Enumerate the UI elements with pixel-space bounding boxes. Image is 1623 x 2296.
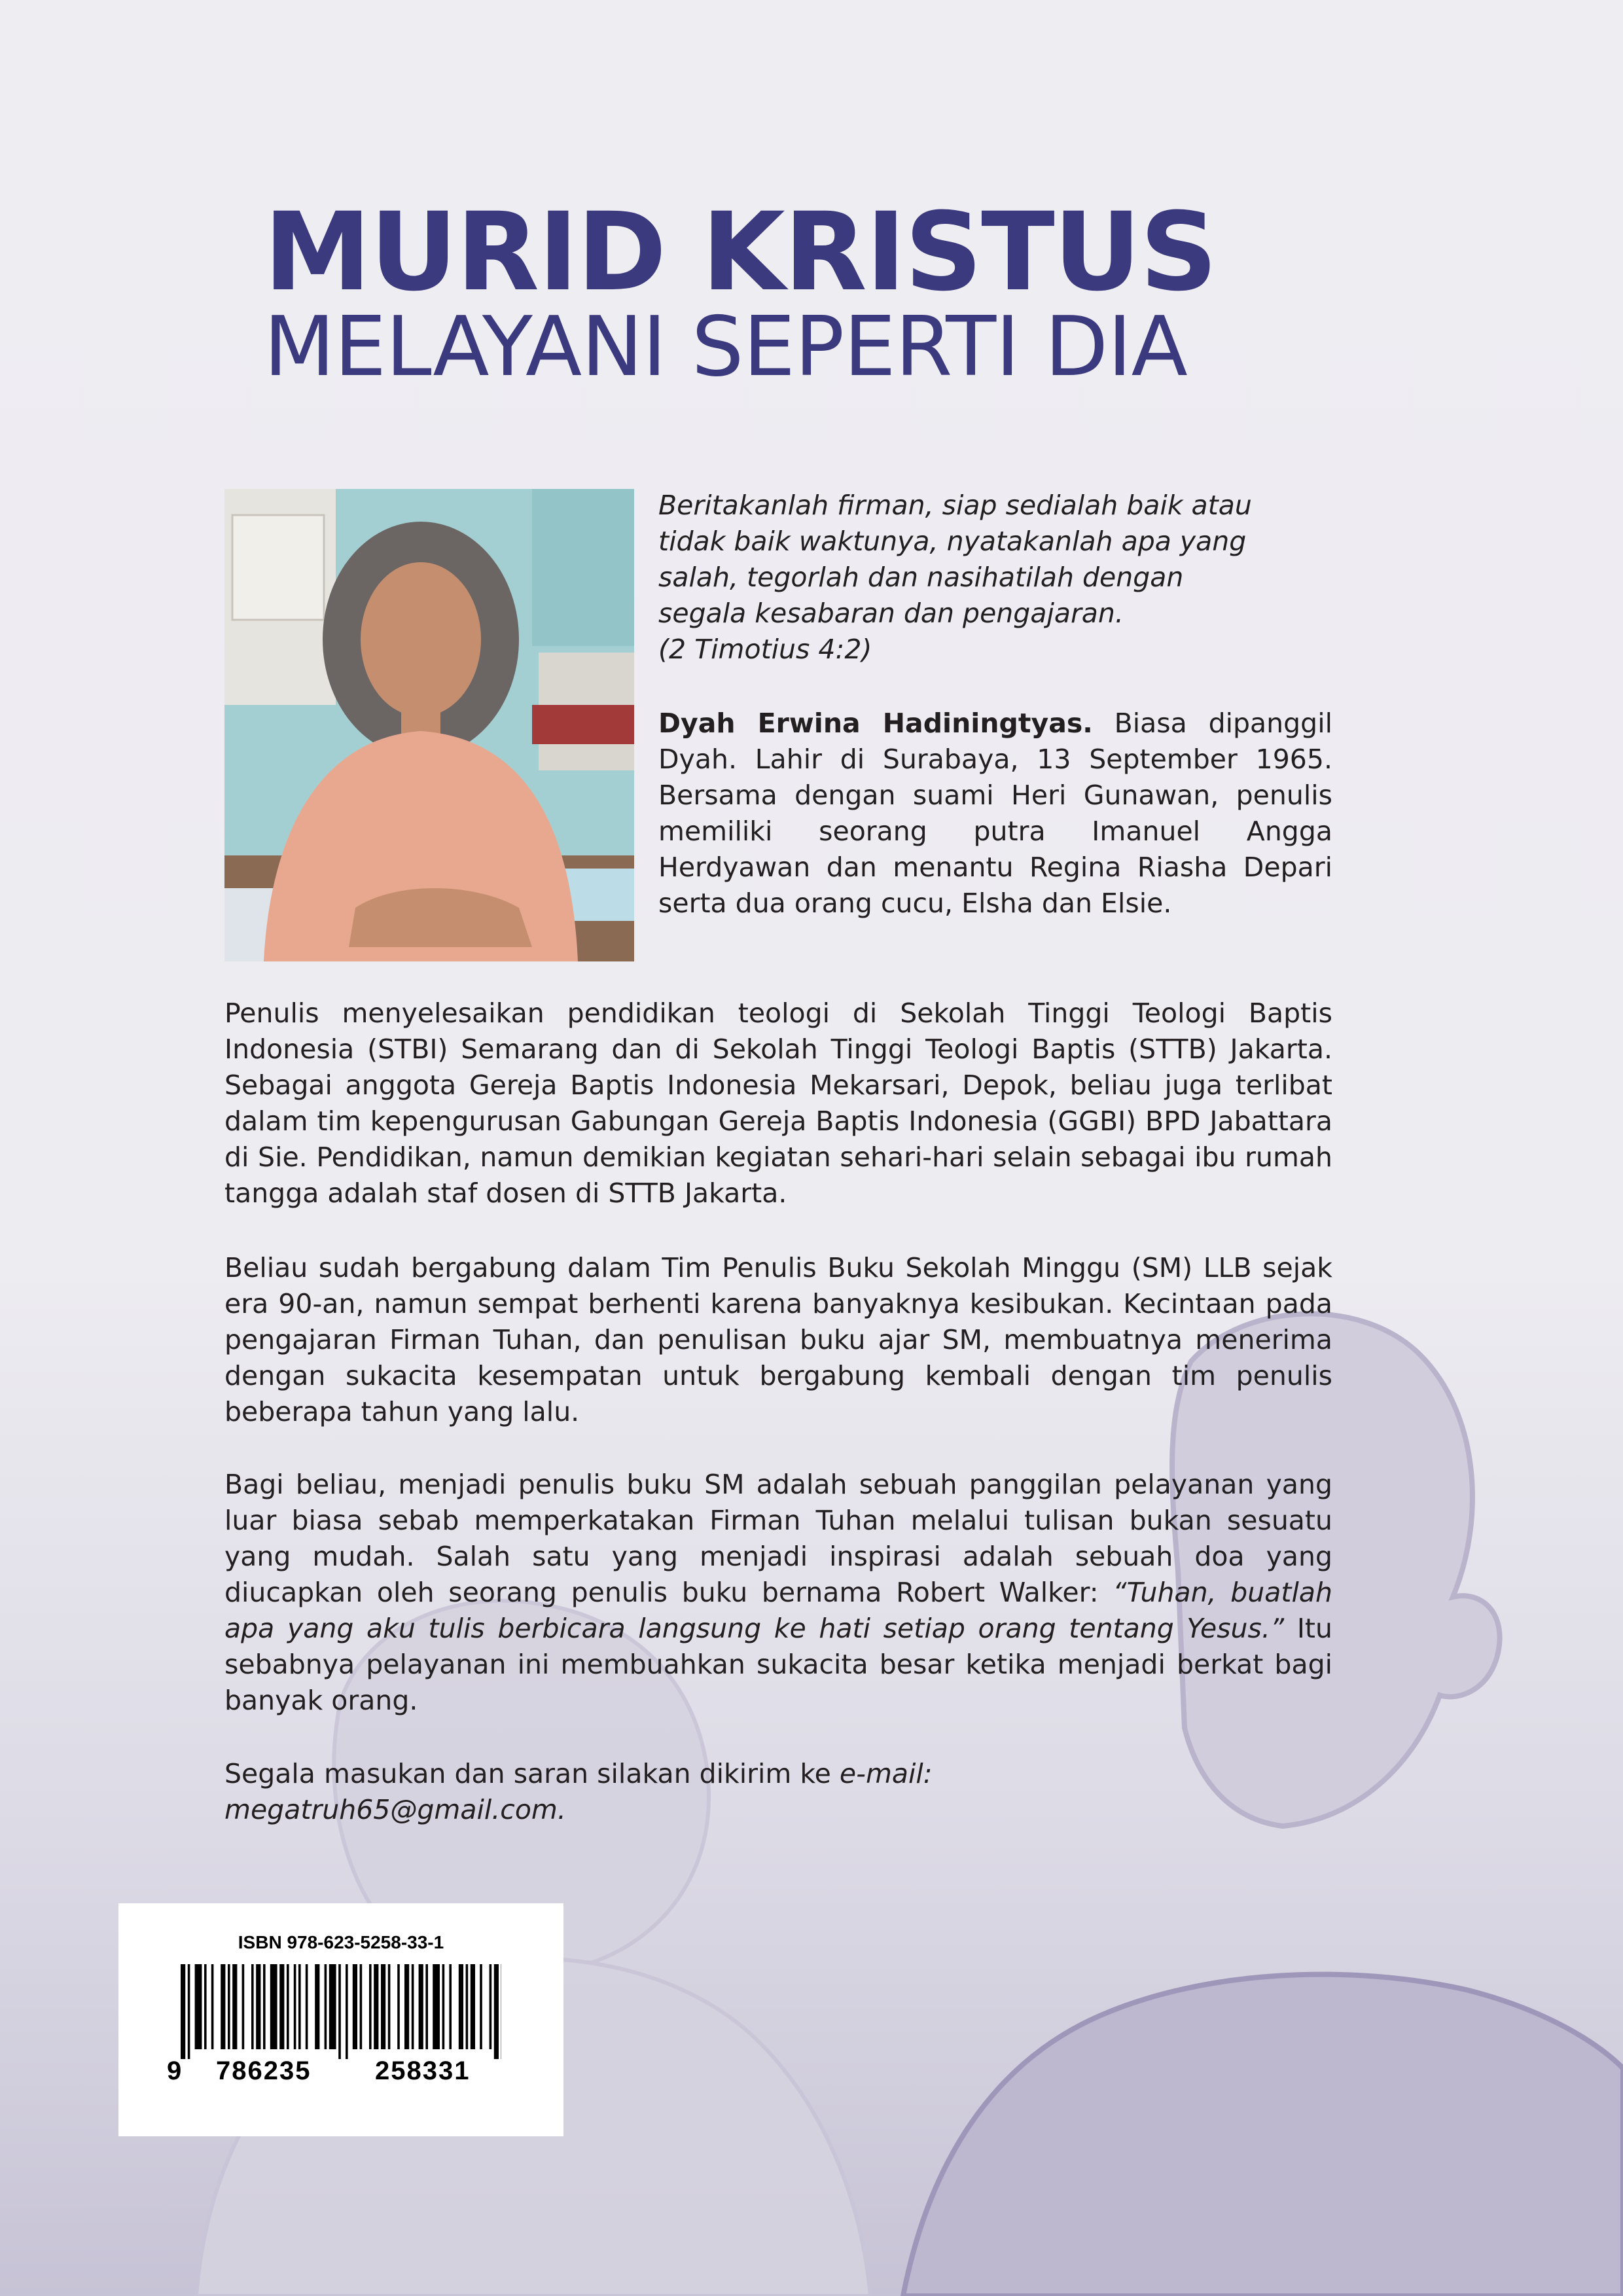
quote-line: salah, tegorlah dan nasihatilah dengan xyxy=(658,562,1184,593)
barcode-bar xyxy=(480,1964,482,2049)
barcode-bar xyxy=(374,1964,378,2049)
barcode-bar xyxy=(412,1964,414,2049)
barcode-bar xyxy=(232,1964,237,2049)
barcode-bar xyxy=(204,1964,207,2049)
education-text: Penulis menyelesaikan pendidikan teologi di Sekolah Tinggi Teologi Baptis Indonesia (STBI) Semarang dan di Sekolah Tinggi Teologi Baptis (STTB) Jakarta. Sebagai anggota Gereja Baptis Indonesia Mekarsari, Depok, beliau juga terlibat dalam tim kepengurusan Gabungan Gereja Baptis Indonesia (GGBI) BPD Jabattara di Sie. Pendidikan, namun demikian kegiatan sehari-hari selain sebagai ibu rumah tangga adalah staf dosen di STTB Jakarta. xyxy=(224,997,1332,1209)
barcode-bar xyxy=(442,1964,445,2049)
bible-quote xyxy=(658,488,1332,668)
barcode-bar xyxy=(388,1964,391,2049)
barcode-digits-left: 786235 xyxy=(216,2056,312,2085)
barcode-bar xyxy=(306,1964,308,2049)
book-title: MURID KRISTUS xyxy=(264,189,1217,315)
barcode-bar xyxy=(459,1964,463,2049)
education-paragraph xyxy=(224,996,1332,1211)
barcode-bar xyxy=(315,1964,319,2049)
barcode-bar xyxy=(419,1964,423,2049)
barcode-bar xyxy=(294,1964,296,2049)
barcode-bar xyxy=(270,1964,277,2049)
barcode-bar xyxy=(211,1964,214,2049)
author-photo xyxy=(224,489,634,961)
barcode-bars xyxy=(181,1964,501,2059)
author-name: Dyah Erwina Hadiningtyas. xyxy=(658,708,1093,739)
calling-paragraph xyxy=(224,1467,1332,1719)
barcode-bar xyxy=(471,1964,475,2049)
barcode-bar xyxy=(490,1964,492,2049)
barcode-bar xyxy=(263,1964,266,2049)
barcode-bar xyxy=(449,1964,452,2049)
barcode-bar xyxy=(346,1964,348,2059)
barcode-bar xyxy=(397,1964,400,2049)
barcode-bar xyxy=(404,1964,409,2049)
barcode-bar xyxy=(329,1964,336,2049)
contact-paragraph xyxy=(224,1756,1332,1828)
barcode-bar xyxy=(221,1964,225,2049)
barcode-digit-first: 9 xyxy=(167,2056,183,2085)
barcode-bar xyxy=(425,1964,428,2049)
barcode-bar xyxy=(466,1964,469,2049)
barcode-bar xyxy=(188,1964,190,2059)
author-bio-text: Biasa dipanggil Dyah. Lahir di Surabaya, 13 September 1965. Bersama dengan suami Heri Gunawan, penulis memiliki seorang putra Imanuel Angga Herdyawan dan menantu Regina Riasha Depari serta dua orang cucu, Elsha dan Elsie. xyxy=(658,708,1332,919)
email-label: e-mail: xyxy=(839,1758,933,1789)
author-bio xyxy=(658,706,1332,922)
calling-text-end: Itu sebabnya pelayanan ini membuahkan sukacita besar ketika menjadi berkat bagi banyak orang. xyxy=(224,1613,1332,1716)
quote-line: segala kesabaran dan pengajaran. xyxy=(658,598,1124,629)
barcode-bar xyxy=(251,1964,254,2049)
barcode-bar xyxy=(381,1964,385,2049)
quote-line: tidak baik waktunya, nyatakanlah apa yang xyxy=(658,526,1247,557)
contact-text: Segala masukan dan saran silakan dikirim ke xyxy=(224,1758,840,1789)
barcode-digits-right: 258331 xyxy=(375,2056,471,2085)
quote-reference: (2 Timotius 4:2) xyxy=(658,634,872,665)
isbn-label: ISBN 978-623-5258-33-1 xyxy=(238,1932,444,1952)
barcode-bar xyxy=(325,1964,327,2049)
isbn-barcode xyxy=(118,1903,563,2136)
barcode-bar xyxy=(338,1964,341,2059)
barcode-bar xyxy=(242,1964,245,2049)
prayer-quote: “Tuhan, buatlah apa yang aku tulis berbicara langsung ke hati setiap orang tentang Yesus.” xyxy=(224,1577,1332,1644)
barcode-bar xyxy=(228,1964,230,2049)
barcode-bar xyxy=(279,1964,284,2049)
barcode-bar xyxy=(287,1964,289,2049)
book-subtitle: MELAYANI SEPERTI DIA xyxy=(264,298,1187,395)
barcode-bar xyxy=(360,1964,363,2049)
barcode-bar xyxy=(298,1964,301,2049)
barcode-bar xyxy=(195,1964,202,2049)
barcode-bar xyxy=(433,1964,440,2049)
barcode-bar xyxy=(369,1964,372,2049)
barcode-bar xyxy=(494,1964,499,2059)
team-paragraph xyxy=(224,1250,1332,1430)
barcode-bar xyxy=(353,1964,357,2049)
barcode-bar xyxy=(181,1964,185,2059)
team-text: Beliau sudah bergabung dalam Tim Penulis Buku Sekolah Minggu (SM) LLB sejak era 90-an, namun sempat berhenti karena banyaknya kesibukan. Kecintaan pada pengajaran Firman Tuhan, dan penulisan buku ajar SM, membuatnya menerima dengan sukacita kesempatan untuk bergabung kembali dengan tim penulis beberapa tahun yang lalu. xyxy=(224,1252,1332,1427)
contact-email: megatruh65@gmail.com. xyxy=(224,1794,566,1825)
quote-line: Beritakanlah firman, siap sedialah baik atau xyxy=(658,490,1252,521)
calling-text: Bagi beliau, menjadi penulis buku SM adalah sebuah panggilan pelayanan yang luar biasa sebab memperkatakan Firman Tuhan melalui tulisan bukan sesuatu yang mudah. Salah satu yang menjadi inspirasi adalah sebuah doa yang diucapkan oleh seorang penulis buku bernama Robert Walker: xyxy=(224,1469,1332,1608)
barcode-bar xyxy=(256,1964,260,2049)
